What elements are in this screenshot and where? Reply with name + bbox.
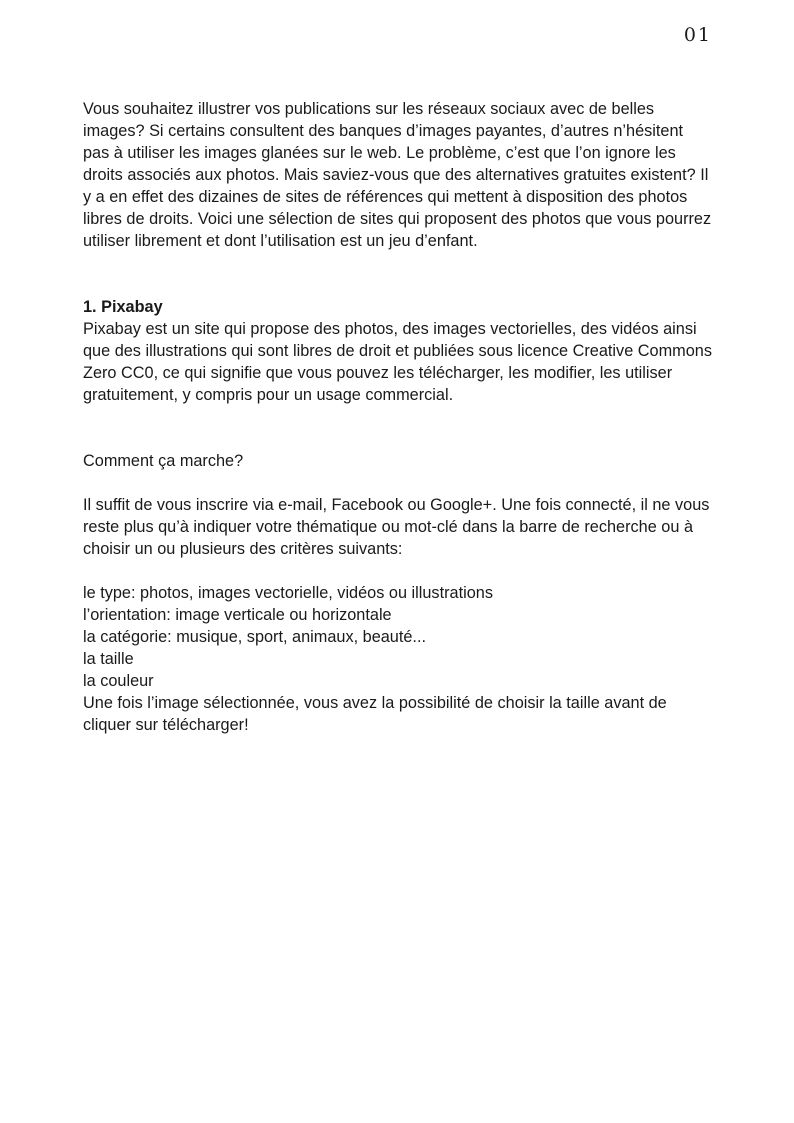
criteria-item-color: la couleur — [83, 672, 154, 690]
page-number: 01 — [683, 24, 712, 46]
section-body-pixabay: Pixabay est un site qui propose des photos, des images vectorielles, des vidéos ainsi que des illustrations qui sont libres de droit et publiées sous licence Creative Commons Zero CC0, ce qui signifie que vous pouvez les télécharger, les modifier, les utiliser gratuitement, y compris pour un usage commercial. — [83, 320, 712, 404]
criteria-item-orientation: l’orientation: image verticale ou horizontale — [83, 606, 392, 624]
criteria-list — [83, 582, 713, 692]
criteria-item-type: le type: photos, images vectorielle, vidéos ou illustrations — [83, 584, 493, 602]
criteria-item-size: la taille — [83, 650, 134, 668]
intro-paragraph: Vous souhaitez illustrer vos publications sur les réseaux sociaux avec de belles images? Si certains consultent des banques d’images payantes, d’autres n’hésitent pas à utiliser les images glanées sur le web. Le problème, c’est que l’on ignore les droits associés aux photos. Mais saviez-vous que des alternatives gratuites existent? Il y a en effet des dizaines de sites de références qui mettent à disposition des photos libres de droits. Voici une sélection de sites qui proposent des photos que vous pourrez utiliser librement et dont l’utilisation est un jeu d’enfant. — [83, 100, 712, 250]
criteria-item-category: la catégorie: musique, sport, animaux, beauté... — [83, 628, 427, 646]
how-it-works-steps: Il suffit de vous inscrire via e-mail, Facebook ou Google+. Une fois connecté, il ne vous reste plus qu’à indiquer votre thématique ou mot-clé dans la barre de recherche ou à choisir un ou plusieurs des critères suivants: — [83, 496, 710, 558]
conclusion-paragraph: Une fois l’image sélectionnée, vous avez la possibilité de choisir la taille avant de cliquer sur télécharger! — [83, 694, 667, 734]
how-it-works-question: Comment ça marche? — [83, 452, 244, 470]
document-body — [83, 98, 713, 736]
section-heading-pixabay: 1. Pixabay — [83, 298, 163, 316]
